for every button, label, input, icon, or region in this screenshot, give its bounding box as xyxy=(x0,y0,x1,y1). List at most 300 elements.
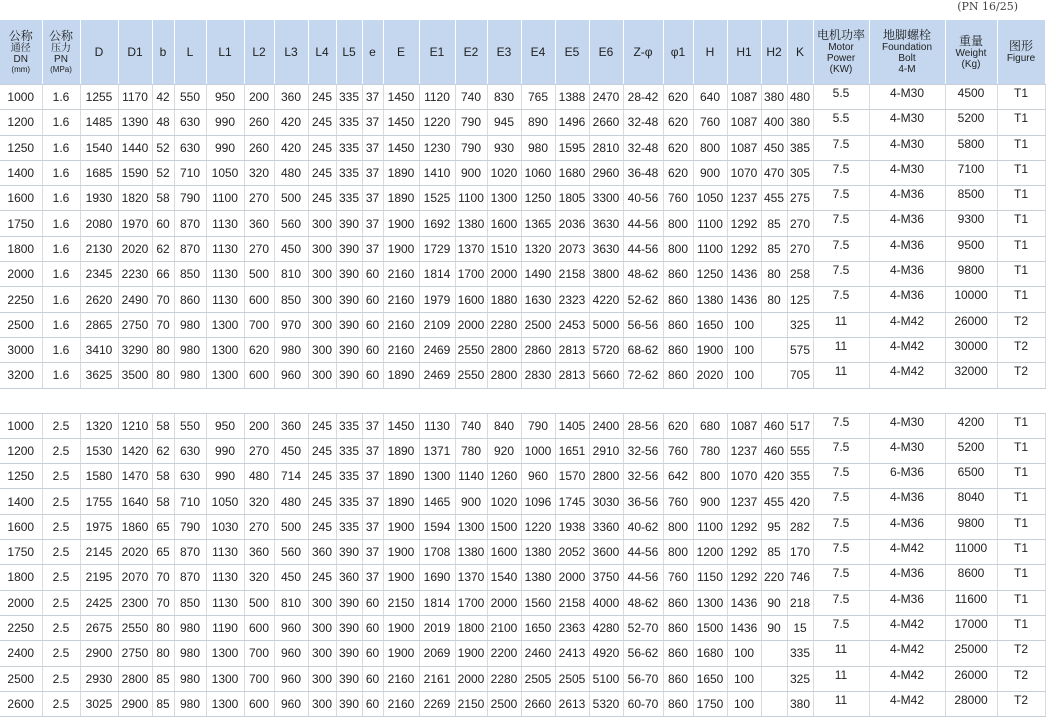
table-cell: 1190 xyxy=(206,615,244,640)
table-cell: 62 xyxy=(152,236,174,261)
table-cell: 5000 xyxy=(589,312,623,337)
table-cell: 1975 xyxy=(80,514,118,539)
table-cell: 245 xyxy=(308,85,336,110)
table-cell: 56-56 xyxy=(623,312,663,337)
table-cell: 1237 xyxy=(727,438,761,463)
column-header xyxy=(362,20,383,85)
table-cell: T1 xyxy=(997,438,1045,463)
table-cell: 2280 xyxy=(487,312,521,337)
table-cell: 850 xyxy=(174,590,206,615)
table-cell: 4-M36 xyxy=(869,489,945,514)
table-cell: 4920 xyxy=(589,641,623,666)
table-cell: 990 xyxy=(206,110,244,135)
table-cell: 2019 xyxy=(419,615,455,640)
table-cell: 4-M30 xyxy=(869,438,945,463)
table-cell: 1600 xyxy=(0,514,42,539)
table-cell: 2500 xyxy=(487,691,521,716)
table-cell: 990 xyxy=(206,464,244,489)
table-cell: 2469 xyxy=(419,337,455,362)
table-cell: 480 xyxy=(244,464,274,489)
table-cell: 1020 xyxy=(487,489,521,514)
table-cell: 1900 xyxy=(383,211,419,236)
table-cell: 4-M42 xyxy=(869,312,945,337)
table-cell: 2550 xyxy=(455,337,487,362)
table-cell: 58 xyxy=(152,464,174,489)
table-cell: 2.5 xyxy=(42,540,80,565)
table-cell: 480 xyxy=(274,160,308,185)
table-cell: 860 xyxy=(663,312,693,337)
table-cell: 37 xyxy=(362,236,383,261)
column-header xyxy=(623,20,663,85)
table-cell: 4-M36 xyxy=(869,514,945,539)
table-cell: 1540 xyxy=(487,565,521,590)
table-cell: 5200 xyxy=(945,110,997,135)
table-cell: 1050 xyxy=(693,186,727,211)
table-cell: 2020 xyxy=(693,363,727,388)
column-header xyxy=(945,20,997,85)
table-cell: 11 xyxy=(813,691,869,716)
table-cell: 1650 xyxy=(693,312,727,337)
table-cell: 1130 xyxy=(206,262,244,287)
table-cell: T1 xyxy=(997,287,1045,312)
table-cell: 2230 xyxy=(118,262,152,287)
table-cell: 11 xyxy=(813,641,869,666)
table-cell: 1890 xyxy=(383,438,419,463)
table-cell: 620 xyxy=(663,110,693,135)
table-cell: 2660 xyxy=(521,691,555,716)
table-row xyxy=(0,489,1045,514)
header-cn: E1 xyxy=(429,44,445,59)
table-cell: 37 xyxy=(362,85,383,110)
table-cell: 2453 xyxy=(555,312,589,337)
table-row xyxy=(0,413,1045,438)
table-cell: 6-M36 xyxy=(869,464,945,489)
table-cell: 2020 xyxy=(118,540,152,565)
table-cell: 1320 xyxy=(521,236,555,261)
table-cell: 1130 xyxy=(206,565,244,590)
table-cell: 4-M36 xyxy=(869,186,945,211)
table-cell: 300 xyxy=(308,641,336,666)
table-cell: 2160 xyxy=(383,337,419,362)
table-cell: 8600 xyxy=(945,565,997,590)
table-cell: 1650 xyxy=(693,666,727,691)
table-cell: 1100 xyxy=(455,186,487,211)
table-cell: 380 xyxy=(787,691,813,716)
table-cell: 11600 xyxy=(945,590,997,615)
table-cell: 200 xyxy=(244,413,274,438)
table-cell: 1.6 xyxy=(42,160,80,185)
column-header xyxy=(787,20,813,85)
header-cn: D xyxy=(94,44,104,59)
table-cell: 3300 xyxy=(589,186,623,211)
table-cell: 2500 xyxy=(0,666,42,691)
table-cell: 900 xyxy=(693,160,727,185)
table-cell: 4-M36 xyxy=(869,565,945,590)
table-cell: 1485 xyxy=(80,110,118,135)
table-cell: 1590 xyxy=(118,160,152,185)
table-cell: 60 xyxy=(362,590,383,615)
table-cell: 630 xyxy=(174,464,206,489)
table-cell: 760 xyxy=(663,565,693,590)
table-cell: 4-M42 xyxy=(869,540,945,565)
table-cell: 1890 xyxy=(383,186,419,211)
table-cell: 1250 xyxy=(0,135,42,160)
table-cell: 11000 xyxy=(945,540,997,565)
table-cell: 2250 xyxy=(0,615,42,640)
table-cell: T1 xyxy=(997,110,1045,135)
table-cell: 1.6 xyxy=(42,337,80,362)
table-cell: 390 xyxy=(336,615,362,640)
table-cell: 270 xyxy=(244,514,274,539)
table-cell: 245 xyxy=(308,464,336,489)
table-cell: 600 xyxy=(244,287,274,312)
table-cell: 960 xyxy=(274,641,308,666)
table-cell: 1400 xyxy=(0,160,42,185)
table-cell: 7.5 xyxy=(813,135,869,160)
table-cell: 1388 xyxy=(555,85,589,110)
table-cell: 320 xyxy=(244,160,274,185)
header-row xyxy=(0,20,1045,85)
table-cell: 1750 xyxy=(693,691,727,716)
table-cell: 2160 xyxy=(383,312,419,337)
table-cell: 710 xyxy=(174,489,206,514)
table-cell: T1 xyxy=(997,615,1045,640)
header-cn: E3 xyxy=(496,44,512,59)
table-cell: 245 xyxy=(308,135,336,160)
table-cell: T1 xyxy=(997,514,1045,539)
table-cell: 1580 xyxy=(80,464,118,489)
table-cell: 2158 xyxy=(555,590,589,615)
table-cell: 1087 xyxy=(727,413,761,438)
table-cell: 1450 xyxy=(383,85,419,110)
table-cell: 1.6 xyxy=(42,135,80,160)
table-cell: 68-62 xyxy=(623,337,663,362)
table-cell: 450 xyxy=(761,135,787,160)
table-cell: T1 xyxy=(997,186,1045,211)
table-cell: 1230 xyxy=(419,135,455,160)
table-cell: 9800 xyxy=(945,262,997,287)
table-cell: 980 xyxy=(521,135,555,160)
table-cell: 100 xyxy=(727,363,761,388)
table-cell: T2 xyxy=(997,691,1045,716)
table-cell: 80 xyxy=(761,262,787,287)
table-cell: 870 xyxy=(174,236,206,261)
table-cell: 1292 xyxy=(727,514,761,539)
table-cell: 600 xyxy=(244,615,274,640)
table-cell: 420 xyxy=(761,464,787,489)
header-en: Figure xyxy=(1006,53,1036,64)
table-cell: 2160 xyxy=(383,666,419,691)
table-cell: 600 xyxy=(244,363,274,388)
table-cell: 360 xyxy=(244,540,274,565)
table-cell: 9300 xyxy=(945,211,997,236)
table-cell: 2160 xyxy=(383,691,419,716)
column-header xyxy=(274,20,308,85)
table-cell: 2865 xyxy=(80,312,118,337)
table-cell: 630 xyxy=(174,110,206,135)
table-cell: 258 xyxy=(787,262,813,287)
table-cell: 1496 xyxy=(555,110,589,135)
table-cell: 1087 xyxy=(727,110,761,135)
pressure-note: (PN 16/25) xyxy=(957,0,1018,13)
table-cell: 3200 xyxy=(0,363,42,388)
table-cell: 1900 xyxy=(383,615,419,640)
table-cell: 100 xyxy=(727,312,761,337)
table-cell: 2073 xyxy=(555,236,589,261)
table-cell: 780 xyxy=(455,438,487,463)
table-cell: 5660 xyxy=(589,363,623,388)
table-cell: 550 xyxy=(174,413,206,438)
table-cell: 4-M42 xyxy=(869,691,945,716)
table-cell: 1300 xyxy=(455,514,487,539)
table-cell: 245 xyxy=(308,438,336,463)
table-cell: 1800 xyxy=(0,236,42,261)
table-cell: 1938 xyxy=(555,514,589,539)
table-cell: 1300 xyxy=(206,691,244,716)
table-cell: 890 xyxy=(521,110,555,135)
table-cell: 2470 xyxy=(589,85,623,110)
table-cell: 7.5 xyxy=(813,615,869,640)
column-header xyxy=(118,20,152,85)
table-cell: 460 xyxy=(761,438,787,463)
table-cell: 1510 xyxy=(487,236,521,261)
table-cell: 32-56 xyxy=(623,464,663,489)
table-cell: 460 xyxy=(761,413,787,438)
table-cell: 1570 xyxy=(555,464,589,489)
table-cell: 2800 xyxy=(118,666,152,691)
header-cn: 公称 xyxy=(8,29,33,43)
table-cell: 7.5 xyxy=(813,160,869,185)
table-cell: 700 xyxy=(244,312,274,337)
column-header xyxy=(727,20,761,85)
table-cell: T1 xyxy=(997,211,1045,236)
table-cell: 300 xyxy=(308,666,336,691)
table-cell: 44-56 xyxy=(623,540,663,565)
table-cell: 2.5 xyxy=(42,641,80,666)
table-cell: 300 xyxy=(308,236,336,261)
table-cell: 270 xyxy=(244,236,274,261)
table-cell: 3800 xyxy=(589,262,623,287)
table-cell: 2052 xyxy=(555,540,589,565)
header-cn: L2 xyxy=(252,44,266,59)
table-cell: 80 xyxy=(152,641,174,666)
table-cell: 1600 xyxy=(0,186,42,211)
table-cell: 945 xyxy=(487,110,521,135)
table-cell: 2269 xyxy=(419,691,455,716)
table-cell: 95 xyxy=(761,514,787,539)
table-row xyxy=(0,514,1045,539)
table-cell: 900 xyxy=(455,489,487,514)
table-cell: 1237 xyxy=(727,186,761,211)
table-cell: 8040 xyxy=(945,489,997,514)
table-cell: 80 xyxy=(152,363,174,388)
table-cell: 1220 xyxy=(521,514,555,539)
table-cell: 80 xyxy=(761,287,787,312)
table-cell: 300 xyxy=(308,337,336,362)
table-cell: 2675 xyxy=(80,615,118,640)
table-cell: 980 xyxy=(174,666,206,691)
table-cell: 37 xyxy=(362,464,383,489)
table-cell: T1 xyxy=(997,413,1045,438)
table-cell: 1630 xyxy=(521,287,555,312)
table-cell: 1500 xyxy=(693,615,727,640)
table-cell: 11 xyxy=(813,312,869,337)
table-cell: 335 xyxy=(336,186,362,211)
table-cell: T1 xyxy=(997,590,1045,615)
table-cell: 960 xyxy=(274,666,308,691)
header-sub: (Kg) xyxy=(961,58,981,70)
table-cell: 360 xyxy=(308,540,336,565)
table-cell: 335 xyxy=(336,464,362,489)
table-cell: 380 xyxy=(761,85,787,110)
table-cell: 1470 xyxy=(118,464,152,489)
table-cell: 2460 xyxy=(521,641,555,666)
table-cell: 1814 xyxy=(419,590,455,615)
table-body xyxy=(0,85,1045,717)
header-cn: E4 xyxy=(530,44,546,59)
table-cell: 2130 xyxy=(80,236,118,261)
table-cell: 218 xyxy=(787,590,813,615)
table-cell: 640 xyxy=(693,85,727,110)
table-cell: 3625 xyxy=(80,363,118,388)
table-cell: 1390 xyxy=(118,110,152,135)
table-cell: 500 xyxy=(274,514,308,539)
table-cell: 36-48 xyxy=(623,160,663,185)
table-row xyxy=(0,312,1045,337)
table-cell: 1300 xyxy=(206,337,244,362)
table-cell: 2250 xyxy=(0,287,42,312)
table-cell: 2160 xyxy=(383,287,419,312)
table-cell: 300 xyxy=(308,691,336,716)
table-cell: 4-M36 xyxy=(869,287,945,312)
table-cell xyxy=(761,641,787,666)
header-en: Motor xyxy=(828,42,854,53)
table-cell: 450 xyxy=(274,565,308,590)
table-cell: 2.5 xyxy=(42,691,80,716)
table-cell: 3000 xyxy=(0,337,42,362)
table-cell: T1 xyxy=(997,540,1045,565)
table-cell: 2.5 xyxy=(42,464,80,489)
table-cell: 100 xyxy=(727,666,761,691)
table-cell: 8500 xyxy=(945,186,997,211)
table-cell: 65 xyxy=(152,540,174,565)
table-cell: 355 xyxy=(787,464,813,489)
table-cell: 170 xyxy=(787,540,813,565)
table-cell: 550 xyxy=(174,85,206,110)
table-cell: 1890 xyxy=(383,489,419,514)
table-cell: 400 xyxy=(761,110,787,135)
table-cell: 320 xyxy=(244,565,274,590)
table-cell: 37 xyxy=(362,438,383,463)
table-cell: 7.5 xyxy=(813,413,869,438)
table-cell: 335 xyxy=(787,641,813,666)
table-cell: 1292 xyxy=(727,540,761,565)
table-cell: 7100 xyxy=(945,160,997,185)
table-cell: 980 xyxy=(174,691,206,716)
table-cell: 1.6 xyxy=(42,312,80,337)
table-cell: 1300 xyxy=(206,666,244,691)
table-cell: 1600 xyxy=(487,211,521,236)
column-header xyxy=(308,20,336,85)
column-header xyxy=(244,20,274,85)
table-cell: 85 xyxy=(761,540,787,565)
table-cell: 4-M42 xyxy=(869,666,945,691)
table-cell: 3290 xyxy=(118,337,152,362)
table-cell: 17000 xyxy=(945,615,997,640)
header-cn: E6 xyxy=(598,44,614,59)
column-header xyxy=(761,20,787,85)
table-row xyxy=(0,464,1045,489)
table-cell: 2800 xyxy=(487,363,521,388)
table-cell: 1600 xyxy=(455,287,487,312)
table-cell: 300 xyxy=(308,262,336,287)
table-cell: 950 xyxy=(206,413,244,438)
table-cell: 56-70 xyxy=(623,666,663,691)
table-cell: 44-56 xyxy=(623,236,663,261)
table-cell: 1100 xyxy=(693,236,727,261)
table-cell: 980 xyxy=(174,615,206,640)
table-cell: 980 xyxy=(174,641,206,666)
table-cell: 1440 xyxy=(118,135,152,160)
header-cn: H2 xyxy=(766,44,782,59)
table-cell: 335 xyxy=(336,489,362,514)
table-cell: 1210 xyxy=(118,413,152,438)
table-cell: 1530 xyxy=(80,438,118,463)
table-row xyxy=(0,540,1045,565)
table-cell: 3410 xyxy=(80,337,118,362)
table-cell: 800 xyxy=(663,540,693,565)
table-cell: 1300 xyxy=(693,590,727,615)
table-cell: 1300 xyxy=(206,641,244,666)
table-cell: 2069 xyxy=(419,641,455,666)
table-cell: 100 xyxy=(727,691,761,716)
table-cell: 2150 xyxy=(455,691,487,716)
spacer-cell xyxy=(0,388,1045,413)
table-cell: 245 xyxy=(308,110,336,135)
table-cell: 1900 xyxy=(383,540,419,565)
table-cell: 2323 xyxy=(555,287,589,312)
table-cell: 60 xyxy=(362,615,383,640)
table-cell: 680 xyxy=(693,413,727,438)
table-cell: 70 xyxy=(152,590,174,615)
table-cell: 1692 xyxy=(419,211,455,236)
table-cell: 1250 xyxy=(693,262,727,287)
table-cell: 390 xyxy=(336,641,362,666)
table-row xyxy=(0,236,1045,261)
column-header xyxy=(487,20,521,85)
table-cell: 5100 xyxy=(589,666,623,691)
table-cell: 555 xyxy=(787,438,813,463)
table-cell: 1250 xyxy=(521,186,555,211)
table-cell: 4-M30 xyxy=(869,110,945,135)
table-cell: 360 xyxy=(274,85,308,110)
table-cell: 1755 xyxy=(80,489,118,514)
header-unit: 4-M xyxy=(898,64,916,75)
table-cell: 2158 xyxy=(555,262,589,287)
table-cell: 1000 xyxy=(0,413,42,438)
table-cell: 560 xyxy=(274,540,308,565)
table-cell: 1120 xyxy=(419,85,455,110)
table-cell: 300 xyxy=(308,287,336,312)
table-cell: 40-62 xyxy=(623,514,663,539)
table-cell: 15 xyxy=(787,615,813,640)
table-cell: 1685 xyxy=(80,160,118,185)
table-cell: 245 xyxy=(308,413,336,438)
table-cell: T1 xyxy=(997,236,1045,261)
table-cell: 1100 xyxy=(693,211,727,236)
table-cell: 450 xyxy=(274,438,308,463)
table-cell: 2000 xyxy=(455,312,487,337)
